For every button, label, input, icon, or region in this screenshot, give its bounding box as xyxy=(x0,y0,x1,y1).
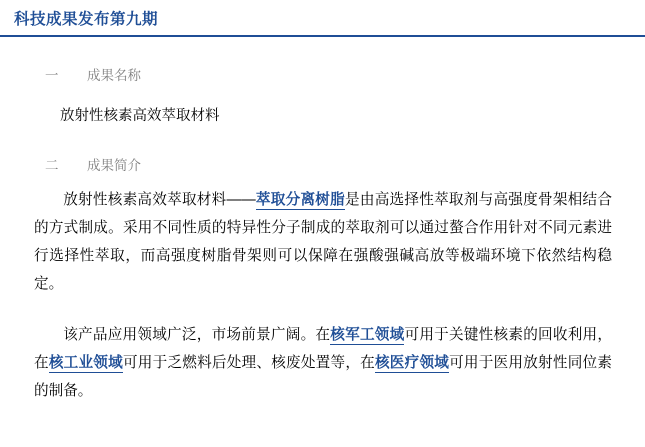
paragraph-one-part-2: 是由高选择性萃取剂与高强度骨架相结合的方式制成。采用不同性质的特异性分子制成的萃取剂可以通过螯合作用针对不同元素进行选择性萃取，而高强度树脂骨架则可以保障在强酸强碱高放等极端环境下依然结构稳定。 xyxy=(34,192,612,292)
paragraph-two-part-4: 可用于医用放射性同位素的制备。 xyxy=(34,355,612,399)
section-number-one: 一 xyxy=(45,68,59,83)
paragraph-two-part-3: 可用于乏燃料后处理、核废处置等，在 xyxy=(122,355,375,371)
paragraph-two-highlight-3: 核医疗领域 xyxy=(374,355,450,371)
section-heading-name xyxy=(45,64,141,88)
header-bar xyxy=(0,8,645,34)
paragraph-two-part-1: 该产品应用领域广泛，市场前景广阔。在 xyxy=(63,327,331,343)
paragraph-two-highlight-2: 核工业领域 xyxy=(48,355,123,371)
document-header xyxy=(0,8,645,38)
paragraph-one-highlight-1: 萃取分离树脂 xyxy=(255,192,345,208)
section-number-two: 二 xyxy=(45,158,59,173)
paragraph-two-highlight-1: 核军工领域 xyxy=(330,327,405,343)
section-label-intro: 成果简介 xyxy=(87,158,141,173)
page-title: 科技成果发布第九期 xyxy=(14,11,159,28)
paragraph-one xyxy=(34,186,612,298)
section-heading-intro xyxy=(45,154,141,178)
achievement-name-value: 放射性核素高效萃取材料 xyxy=(60,108,220,124)
paragraph-one-part-1: 放射性核素高效萃取材料—— xyxy=(63,192,256,208)
section-label-name: 成果名称 xyxy=(87,68,141,83)
paragraph-two xyxy=(34,321,612,405)
paragraph-two-part-2: 可用于关键性核素的回收利用，在 xyxy=(34,327,612,371)
header-divider xyxy=(0,35,645,37)
